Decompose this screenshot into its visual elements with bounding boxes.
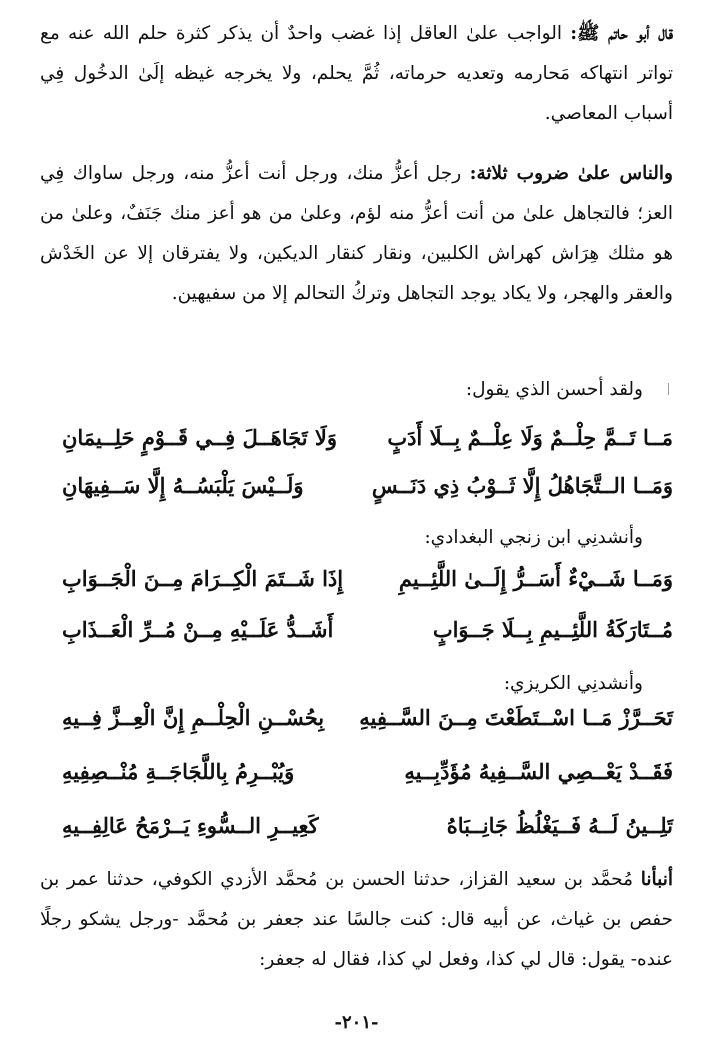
- paragraph-narration: [40, 860, 673, 980]
- margin-mark: [668, 383, 669, 395]
- verse-line: [40, 412, 673, 464]
- verse-line: [40, 460, 673, 512]
- paragraph-text: مُحمَّد بن سعيد القزاز، حدثنا الحسن بن مُحمَّد الأزدي الكوفي، حدثنا عمر بن حفص بن غياث، عن أبيه قال: كنت جالسًا عند جعفر بن مُحمَّد -ورجل يشكو رجلًا عنده- يقول: قال لي كذا، وفعل لي كذا، فقال له جعفر:: [40, 869, 673, 970]
- verse-line: [40, 800, 673, 852]
- verse-first-hemistich: تَلِــينُ لَــهُ فَــيَغْلُظُ جَانِــبَاهُ: [446, 813, 673, 838]
- paragraph-three-types: [40, 154, 673, 314]
- poem-intro-2: وأنشدنِي ابن زنجي البغدادي:: [424, 527, 643, 548]
- poem-intro-1: ولقد أحسن الذي يقول:: [465, 379, 643, 400]
- verse-first-hemistich: وَمَــا الــتَّجَاهُلُ إِلَّا ثَــوْبُ ذِي دَنَــسٍ: [371, 473, 673, 498]
- speaker-label: قال أبو حاتم ﷺ:: [570, 23, 673, 44]
- paragraph-abu-hatim: [40, 14, 673, 134]
- verse-line: [40, 553, 673, 605]
- verse-line: [40, 746, 673, 798]
- verse-second-hemistich: بِحُسْــنِ الْحِلْــمِ إِنَّ الْعِــزَّ فِــيهِ: [62, 705, 325, 730]
- verse-second-hemistich: وَيُبْــرِمُ بِاللَّجَاجَــةِ مُنْــصِفِيهِ: [62, 759, 295, 784]
- poem-intro-3: وأنشدنِي الكريزي:: [503, 673, 643, 694]
- verse-second-hemistich: وَلَــيْسَ يَلْبَسُــهُ إِلَّا سَــفِيهَانِ: [62, 473, 304, 498]
- verse-line: [40, 604, 673, 656]
- verse-first-hemistich: تَحَــرَّزْ مَــا اسْــتَطَعْتَ مِــنَ السَّــفِيهِ: [359, 705, 673, 730]
- lead-label: والناس علىٰ ضروب ثلاثة:: [469, 163, 673, 184]
- book-page: [40, 0, 673, 1049]
- verse-first-hemistich: مَــا تَــمَّ حِلْــمٌ وَلَا عِلْــمٌ بِــلَا أَدَبٍ: [387, 425, 673, 450]
- lead-label: أنبأنا: [640, 869, 673, 890]
- verse-line: [40, 692, 673, 744]
- verse-second-hemistich: كَعِيــرِ الــسُّوءِ يَــرْمَحُ عَالِفِــيهِ: [62, 813, 319, 838]
- verse-first-hemistich: وَمَــا شَــيْءٌ أَسَــرُّ إِلَــىٰ اللَّئِــيمِ: [398, 566, 673, 591]
- verse-first-hemistich: مُــتَارَكَةُ اللَّئِــيمِ بِــلَا جَــوَابٍ: [432, 617, 673, 642]
- paragraph-text: الواجب علىٰ العاقل إذا غضب واحدٌ أن يذكر كثرة حلم الله عنه مع تواتر انتهاكه مَحارمه وتعديه حرماته، ثُمَّ يحلم، ولا يخرجه غيظه إلَىٰ الدخُول فِي أسباب المعاصي.: [40, 23, 673, 124]
- paragraph-text: رجل أعزُّ منك، ورجل أنت أعزُّ منه، ورجل ساواك فِي العز؛ فالتجاهل علىٰ من أنت أعزُّ منه لؤم، وعلىٰ من هو أعز منك جَنَفٌ، وعلىٰ من هو مثلك هِرَاش كهراش الكلبين، ونقار كنقار الديكين، ولا يفترقان إلا عن الخَدْش والعقر والهجر، ولا يكاد يوجد التجاهل وتركُ التحالم إلا من سفيهين.: [40, 163, 673, 304]
- verse-first-hemistich: فَقَــدْ يَعْــصِي السَّــفِيهُ مُؤَدِّبِــيهِ: [404, 759, 673, 784]
- verse-second-hemistich: إِذَا شَــتَمَ الْكِــرَامَ مِــنَ الْجَــوَابِ: [62, 566, 344, 591]
- page-number: -٢٠١-: [334, 1012, 379, 1033]
- verse-second-hemistich: وَلَا تَجَاهَــلَ فِــي قَــوْمٍ حَلِــيمَانِ: [62, 425, 338, 450]
- verse-second-hemistich: أَشَــدُّ عَلَــيْهِ مِــنْ مُــرِّ الْعَــذَابِ: [62, 617, 334, 642]
